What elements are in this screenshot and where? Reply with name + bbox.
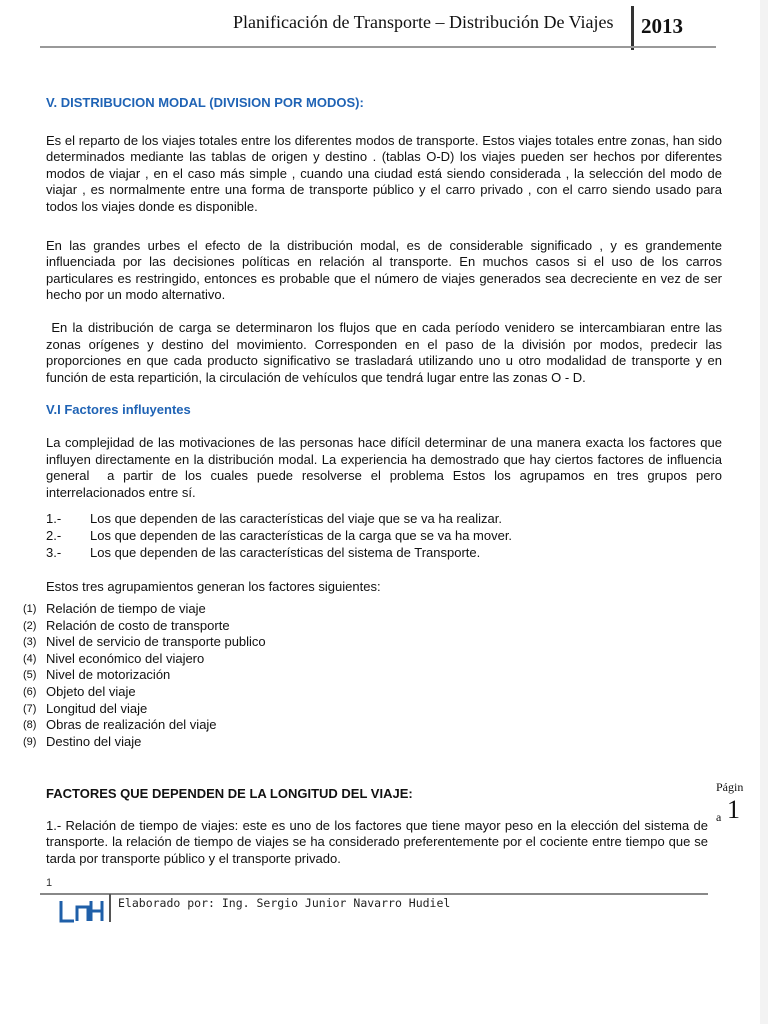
list-item: 2.- Los que dependen de las características de la carga que se va ha mover. <box>46 528 513 544</box>
factors-intro: Estos tres agrupamientos generan los factores siguientes: <box>46 578 381 594</box>
footer-divider <box>109 894 111 922</box>
university-logo-icon <box>58 897 106 925</box>
section-length-paragraph-1: 1.- Relación de tiempo de viajes: este es uno de los factores que tiene mayor peso en la elección del sistema de transporte. la relación de tiempo de viajes se ha considerado preferentemente por el cociente entre tiempo que se tarda por transporte público y el transporte privado. <box>46 817 708 866</box>
side-page-label: Págin <box>716 780 744 794</box>
list-item: (2) Relación de costo de transporte <box>23 617 230 633</box>
section-vi-paragraph-1: La complejidad de las motivaciones de las personas hace difícil determinar de una manera exacta los factores que influyen directamente en la distribución modal. La experiencia ha demostrado que hay ciertos factores de influencia general a partir de los cuales puede resolverse el problema Estos los agrupamos en tres grupos pero interrelacionados entre sí. <box>46 434 726 500</box>
side-page-label-suffix: a <box>716 810 722 824</box>
list-item: (9) Destino del viaje <box>23 733 142 749</box>
list-item: 3.- Los que dependen de las características del sistema de Transporte. <box>46 544 481 560</box>
list-item: (4) Nivel económico del viajero <box>23 650 205 666</box>
side-page-number: 1 <box>727 795 740 824</box>
groups-list <box>46 511 722 561</box>
list-item: (5) Nivel de motorización <box>23 667 171 683</box>
section-length <box>46 786 708 867</box>
header-year: 2013 <box>641 14 683 38</box>
header-divider <box>631 6 634 50</box>
section-length-heading: FACTORES QUE DEPENDEN DE LA LONGITUD DEL VIAJE: <box>46 786 413 801</box>
section-v-paragraph-1: Es el reparto de los viajes totales entre los diferentes modos de transporte. Estos viajes totales entre zonas, han sido determinados mediante las tablas de origen y destino . (tablas O-D) los viajes pueden ser hechos por diferentes modos de viajar , en el caso más simple , cuando una ciudad está siendo considerada , la selección del modo de viajar , es normalmente entre una forma de transporte público y el carro privado , con el carro siendo usado para todos los viajes donde es disponible. <box>46 132 722 214</box>
section-v-heading: V. DISTRIBUCION MODAL (DIVISION POR MODOS): <box>46 95 364 110</box>
list-item: (1) Relación de tiempo de viaje <box>23 601 206 616</box>
section-v-paragraph-2: En las grandes urbes el efecto de la distribución modal, es de considerable significado , y es grandemente influenciada por las decisiones políticas en relación al transporte. En muchos casos si el uso de los carros particulares es restringido, entonces es probable que el número de viajes generados sea decreciente en vez de ser hecho por un modo alternativo. <box>46 237 722 303</box>
footer-rule <box>40 893 708 895</box>
list-item: (7) Longitud del viaje <box>23 700 148 716</box>
section-vi-heading: V.I Factores influyentes <box>46 402 191 418</box>
footer-author: Elaborado por: Ing. Sergio Junior Navarro Hudiel <box>118 896 451 910</box>
list-item: (6) Objeto del viaje <box>23 683 136 699</box>
list-item: 1.- Los que dependen de las características del viaje que se va ha realizar. <box>46 511 502 527</box>
header-rule <box>40 46 716 48</box>
header-title: Planificación de Transporte – Distribución De Viajes <box>233 12 614 32</box>
document-body <box>46 95 726 595</box>
footer-page-number: 1 <box>46 877 53 889</box>
list-item: (8) Obras de realización del viaje <box>23 717 217 733</box>
section-v-paragraph-3: En la distribución de carga se determinaron los flujos que en cada período venidero se intercambiaran entre las zonas orígenes y destino del movimiento. Corresponden en el paso de la división por modos, predecir las proporciones en que cada producto significativo se trasladará utilizando uno u otro modalidad de transporte y en función de esta repartición, la circulación de vehículos que tendrá lugar entre las zonas O - D. <box>46 319 726 385</box>
list-item: (3) Nivel de servicio de transporte publico <box>23 634 266 650</box>
factors-list <box>23 601 266 750</box>
